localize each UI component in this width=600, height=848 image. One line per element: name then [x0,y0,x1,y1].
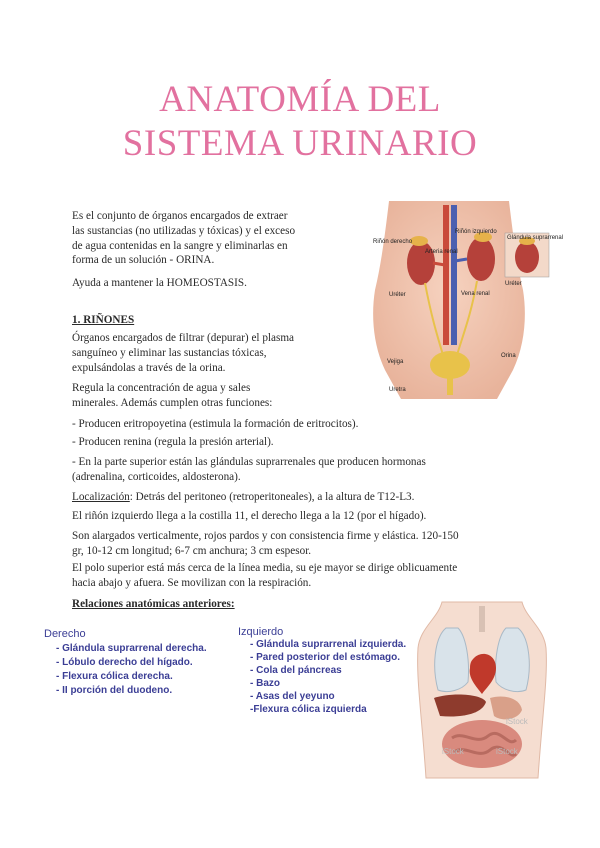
label-arteria: Arteria renal [425,249,458,255]
label-uretero-inset: Uréter [505,281,522,287]
relations-heading: Relaciones anatómicas anteriores: [72,598,235,610]
page-title [0,78,600,166]
izquierdo-item: - Asas del yeyuno [250,691,335,702]
urinary-system-illustration [345,195,564,399]
text-line: minerales. Además cumplen otras funciones: [72,396,273,409]
derecho-item: - II porción del duodeno. [56,685,173,696]
derecho-item: - Lóbulo derecho del hígado. [56,657,193,668]
kidneys-regulation [72,381,272,411]
intro-line: las sustancias (no utilizadas y tóxicas) y el exceso [72,224,296,237]
title-line-1: ANATOMÍA DEL [159,79,441,120]
text-line: Órganos encargados de filtrar (depurar) el plasma [72,332,295,344]
function-item: - Producen eritropoyetina (estimula la formación de eritrocitos). [72,418,359,430]
kidneys-definition [72,331,294,375]
label-uretra: Uretra [389,387,406,393]
abdominal-organs-illustration [412,598,552,778]
intro-line: forma de un solución - ORINA. [72,254,215,267]
izquierdo-heading: Izquierdo [238,626,284,638]
derecho-item: - Glándula suprarrenal derecha. [56,643,207,654]
label-orina: Orina [501,353,516,359]
label-glandula: Glándula suprarrenal [507,235,564,241]
function-item: - Producen renina (regula la presión arterial). [72,436,274,448]
label-vejiga: Vejiga [387,359,404,365]
homeostasis-line: Ayuda a mantener la HOMEOSTASIS. [72,277,247,289]
izquierdo-item: - Cola del páncreas [250,665,342,676]
title-line-2: SISTEMA URINARIO [122,123,478,164]
watermark-3: iStock [496,747,518,756]
text-line: Regula la concentración de agua y sales [72,382,251,394]
intro-line: de agua contenidas en la sangre y eliminarlas en [72,239,288,252]
text-line: Son alargados verticalmente, rojos pardos y con consistencia firme y elástica. 120-150 [72,530,459,542]
location-text: : Detrás del peritoneo (retroperitoneales), a la altura de T12-L3. [129,491,415,503]
text-line: expulsándolas a través de la orina. [72,361,226,374]
shape-paragraph [72,529,459,559]
label-rinon-izquierdo: Riñón izquierdo [455,229,497,235]
izquierdo-item: - Pared posterior del estómago. [250,652,401,663]
intro-line: Es el conjunto de órganos encargados de extraer [72,210,288,222]
function-item [72,455,426,485]
section-heading-kidneys: 1. RIÑONES [72,314,135,326]
izquierdo-item: - Bazo [250,678,280,689]
label-rinon-derecho: Riñón derecho [373,239,413,245]
text-line: hacia abajo y afuera. Se movilizan con la respiración. [72,576,312,589]
watermark-2: iStock [442,747,464,756]
intro-paragraph [72,209,295,268]
text-line: (adrenalina, corticoides, aldosterona). [72,470,241,483]
derecho-item: - Flexura cólica derecha. [56,671,173,682]
location-label: Localización [72,491,130,503]
text-line: El polo superior está más cerca de la línea media, su eje mayor se dirige oblicuamente [72,562,458,574]
text-line: - En la parte superior están las glándulas suprarrenales que producen hormonas [72,456,426,468]
text-line: gr, 10-12 cm longitud; 6-7 cm anchura; 3 cm espesor. [72,544,312,557]
label-uretero-derecho: Uréter [389,292,406,298]
location-line [72,490,414,505]
pole-paragraph [72,561,457,591]
izquierdo-item: - Glándula suprarrenal izquierda. [250,639,407,650]
derecho-heading: Derecho [44,628,86,640]
watermark-1: iStock [506,717,528,726]
izquierdo-item: -Flexura cólica izquierda [250,704,367,715]
ribs-line: El riñón izquierdo llega a la costilla 11, el derecho llega a la 12 (por el hígado). [72,510,427,522]
text-line: sanguíneo y eliminar las sustancias tóxicas, [72,346,267,359]
label-vena: Vena renal [461,291,490,297]
